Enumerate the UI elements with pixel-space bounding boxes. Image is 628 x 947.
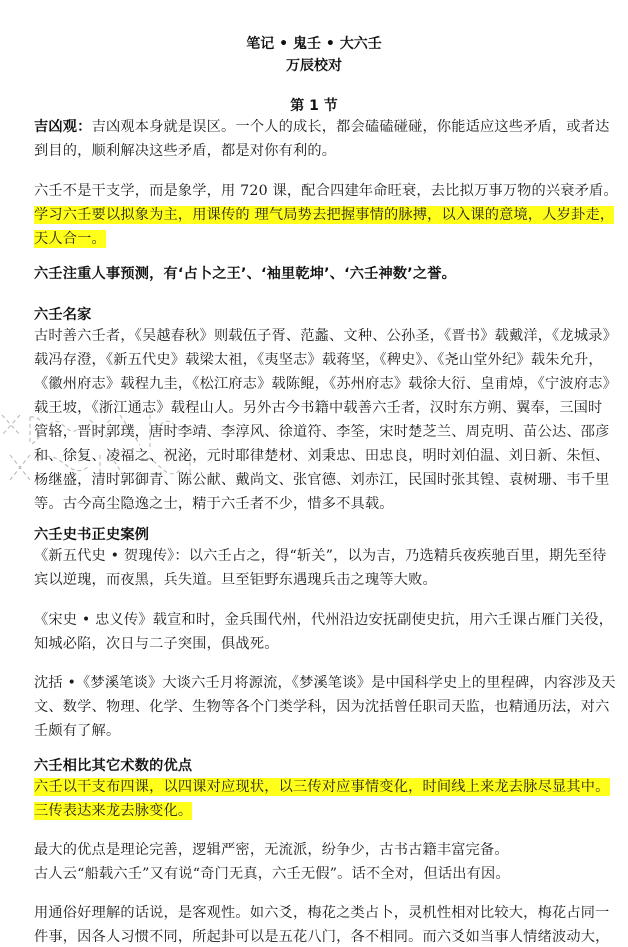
paragraph-line: 知城必陷，次日与二子突围，俱战死。 [34, 636, 279, 652]
paragraph-line: 古时善六壬者，《吴越春秋》则载伍子胥、范蠡、文种、公孙圣，《晋书》载戴洋，《龙城录》 [34, 328, 617, 344]
subheading-famous: 六壬名家 [34, 307, 92, 323]
paragraph-line: 载王坡，《浙江通志》载程山人。另外古今书籍中载善六壬者，汉时东方朔、翼奉，三国时 [34, 400, 603, 416]
paragraph-line: 和、徐复、凌福之、祝泌，元时耶律楚材、刘秉忠、田忠良，明时刘伯温、刘日新、朱恒、 [34, 448, 610, 464]
paragraph-line: 《徽州府志》载程九圭，《松江府志》载陈鲲，《苏州府志》载徐大衍、皇甫焯，《宁波府志》 [34, 376, 617, 392]
paragraph-line: 沈括 •《梦溪笔谈》大谈六壬月将源流，《梦溪笔谈》是中国科学史上的里程碑，内容涉及天 [34, 675, 616, 691]
term-label: 吉凶观： [34, 119, 92, 135]
highlighted-line: 天人合一。 [34, 231, 106, 247]
paragraph-line: 《新五代史 • 贺瑰传》：以六壬占之，得“斩关”，以为吉，乃选精兵夜疾驰百里，期先至待 [34, 548, 607, 564]
paragraph-line: 等。古今高尘隐逸之士，精于六壬者不少，惜多不具载。 [34, 496, 394, 512]
highlighted-line: 三传表达来龙去脉变化。 [34, 803, 193, 819]
highlighted-line: 学习六壬要以拟象为主，用课传的 理气局势去把握事情的脉搏，以入课的意境，人岁卦走， [34, 207, 615, 223]
section-heading: 第 1 节 [290, 98, 338, 114]
highlighted-line: 六壬以干支布四课，以四课对应现状，以三传对应事情变化，时间线上来龙去脉尽显其中。 [34, 779, 610, 795]
paragraph-line: 文、数学、物理、化学、生物等各个门类学科，因为沈括曾任职司天监，也精通历法，对六 [34, 699, 610, 715]
paragraph-line: 吉凶观：吉凶观本身就是误区。一个人的成长，都会磕磕碰碰，你能适应这些矛盾，或者达 [34, 119, 610, 135]
paragraph-line: 《宋史 • 忠义传》载宣和时，金兵围代州，代州沿边安抚副使史抗，用六壬课占雁门关役， [34, 612, 614, 628]
bold-statement: 六壬注重人事预测，有‘占卜之王’、‘袖里乾坤’、‘六壬神数’之誉。 [34, 266, 457, 282]
paragraph-line: 壬颇有了解。 [34, 723, 121, 739]
paragraph-line: 古人云“船载六壬”又有说“奇门无真，六壬无假”。话不全对，但话出有因。 [34, 866, 510, 882]
subheading-history: 六壬史书正史案例 [34, 527, 150, 543]
paragraph-line: 用通俗好理解的话说，是客观性。如六爻，梅花之类占卜，灵机性相对比较大，梅花占同一 [34, 905, 610, 921]
paragraph-line: 杨继盛，清时郭御青、陈公献、戴尚文、张官德、刘赤江，民国时张其锽、袁树珊、韦千里 [34, 472, 610, 488]
paragraph-line: 到目的，顺利解决这些矛盾，都是对你有利的。 [34, 143, 337, 159]
paragraph-line: 管辂，晋时郭璞，唐时李靖、李淳风、徐道符、李筌，宋时楚芝兰、周克明、苗公达、邵彦 [34, 424, 610, 440]
document-subtitle: 万辰校对 [286, 58, 342, 74]
paragraph-line: 件事，因各人习惯不同，所起卦可以是五花八门，各不相同。而六爻如当事人情绪波动大， [34, 929, 610, 945]
paragraph-line: 六壬不是干支学，而是象学，用 720 课，配合四建年命旺衰，去比拟万事万物的兴衰矛盾。 [34, 183, 618, 199]
document-title: 笔记 • 鬼壬 • 大六壬 [246, 36, 382, 52]
paragraph-line: 载冯存澄，《新五代史》载梁太祖，《夷坚志》载蒋坚，《稗史》、《尧山堂外纪》载朱允升， [34, 352, 603, 368]
subheading-advantages: 六壬相比其它术数的优点 [34, 758, 193, 774]
paragraph-line: 宾以逆瑰，而夜黑，兵失道。旦至钜野东遇瑰兵击之瑰等大败。 [34, 572, 437, 588]
paragraph-line: 最大的优点是理论完善，逻辑严密，无流派，纷争少，古书古籍丰富完备。 [34, 842, 509, 858]
